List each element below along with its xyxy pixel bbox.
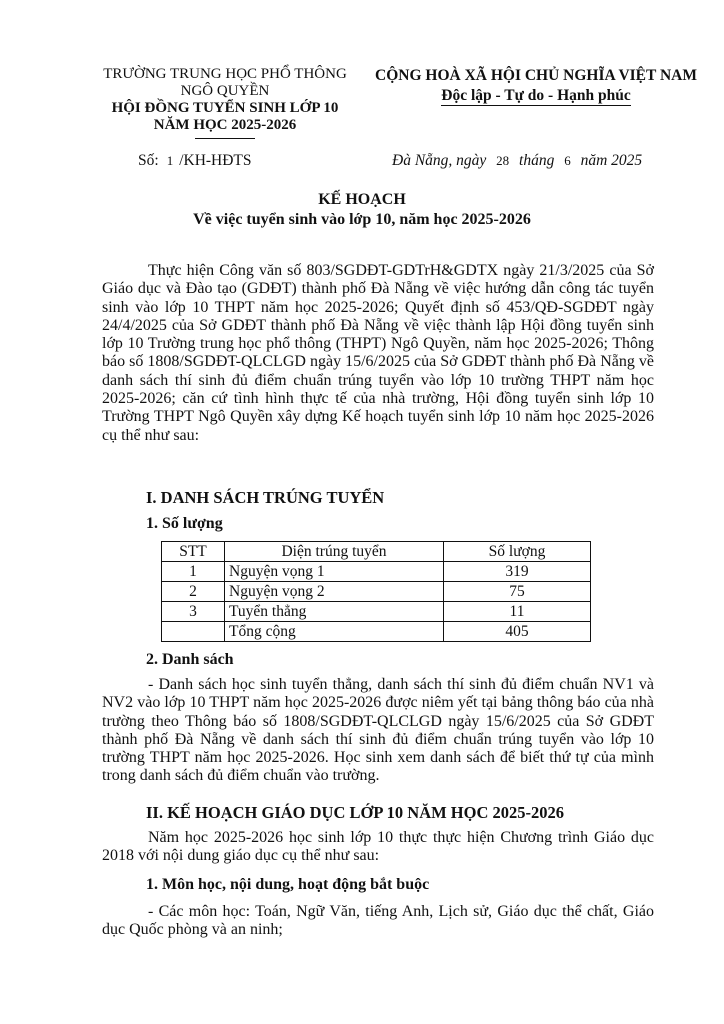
year-label: năm 2025 xyxy=(580,152,643,169)
place-date xyxy=(392,152,642,170)
list-block xyxy=(102,676,654,786)
national-header xyxy=(358,66,714,106)
row-stt: 1 xyxy=(162,562,225,582)
subjects-block xyxy=(102,903,654,940)
intro-block xyxy=(102,262,654,445)
row-stt xyxy=(162,622,225,642)
section-2-intro: Năm học 2025-2026 học sinh lớp 10 thực thực hiện Chương trình Giáo dục 2018 với nội dung giáo dục cụ thể như sau: xyxy=(102,829,654,865)
table-row xyxy=(162,602,591,622)
place-label: Đà Nẵng, ngày xyxy=(392,152,487,169)
row-category: Nguyện vọng 2 xyxy=(225,582,444,602)
school-name-line2: NGÔ QUYỀN xyxy=(180,83,270,99)
table-total-row xyxy=(162,622,591,642)
section-2-intro-block xyxy=(102,829,654,866)
national-motto: Độc lập - Tự do - Hạnh phúc xyxy=(441,87,631,104)
admission-table xyxy=(161,541,591,642)
section-1-sub2: 2. Danh sách xyxy=(146,651,234,668)
subjects-paragraph: - Các môn học: Toán, Ngữ Văn, tiếng Anh, Lịch sử, Giáo dục thể chất, Giáo dục Quốc phòng và an ninh; xyxy=(102,903,654,939)
section-2-heading: II. KẾ HOẠCH GIÁO DỤC LỚP 10 NĂM HỌC 2025-2026 xyxy=(146,803,565,822)
number-value: 1 xyxy=(166,153,174,168)
council-name: HỘI ĐỒNG TUYỂN SINH LỚP 10 xyxy=(111,100,339,116)
nation-name: CỘNG HOÀ XÃ HỘI CHỦ NGHĨA VIỆT NAM xyxy=(375,67,697,84)
row-stt: 3 xyxy=(162,602,225,622)
date-month: 6 xyxy=(564,153,571,168)
row-count: 319 xyxy=(444,562,591,582)
header-category: Diện trúng tuyển xyxy=(225,542,444,562)
table-row xyxy=(162,582,591,602)
school-year: NĂM HỌC 2025-2026 xyxy=(153,117,297,133)
month-label: tháng xyxy=(519,152,555,169)
document-number xyxy=(138,152,252,170)
header-stt: STT xyxy=(162,542,225,562)
school-name-line1: TRƯỜNG TRUNG HỌC PHỔ THÔNG xyxy=(103,66,347,82)
row-category: Tuyển thẳng xyxy=(225,602,444,622)
date-day: 28 xyxy=(496,153,510,168)
section-1-sub1: 1. Số lượng xyxy=(146,515,223,532)
table-header-row xyxy=(162,542,591,562)
row-count: 11 xyxy=(444,602,591,622)
section-2-sub1: 1. Môn học, nội dung, hoạt động bắt buộc xyxy=(146,876,430,893)
number-code: /KH-HĐTS xyxy=(179,152,252,169)
table-row xyxy=(162,562,591,582)
list-paragraph: - Danh sách học sinh tuyển thẳng, danh sách thí sinh đủ điểm chuẩn NV1 và NV2 vào lớp 10 THPT năm học 2025-2026 được niêm yết tại bảng thông báo của nhà trường theo Thông báo số 1808/SGDĐT-QLCLGD ngày 15/6/2025 của Sở GDĐT thành phố Đà Nẵng về danh sách thí sinh đủ điểm chuẩn trúng tuyển vào lớp 10 trường THPT năm học 2025-2026. Học sinh xem danh sách để biết thứ tự của mình trong danh sách đủ điểm chuẩn vào trường. xyxy=(102,676,654,785)
document-title xyxy=(0,190,724,230)
number-prefix: Số: xyxy=(138,152,159,169)
section-1-heading: I. DANH SÁCH TRÚNG TUYỂN xyxy=(146,488,385,507)
title-sub: Về việc tuyển sinh vào lớp 10, năm học 2025-2026 xyxy=(193,211,531,228)
title-main: KẾ HOẠCH xyxy=(318,191,406,208)
row-category: Tổng cộng xyxy=(225,622,444,642)
header-divider xyxy=(195,138,255,139)
organization-header xyxy=(70,66,380,139)
row-count: 405 xyxy=(444,622,591,642)
row-category: Nguyện vọng 1 xyxy=(225,562,444,582)
intro-paragraph: Thực hiện Công văn số 803/SGDĐT-GDTrH&GDTX ngày 21/3/2025 của Sở Giáo dục và Đào tạo (GDĐT) thành phố Đà Nẵng về việc hướng dẫn công tác tuyển sinh vào lớp 10 THPT năm học 2025-2026; Quyết định số 453/QĐ-SGDĐT ngày 24/4/2025 của Sở GDĐT thành phố Đà Nẵng về việc thành lập Hội đồng tuyển sinh lớp 10 Trường trung học phổ thông (THPT) Ngô Quyền, năm học 2025-2026; Thông báo số 1808/SGDĐT-QLCLGD ngày 15/6/2025 của Sở GDĐT thành phố Đà Nẵng về danh sách thí sinh đủ điểm chuẩn trúng tuyển vào lớp 10 trường THPT năm học 2025-2026; căn cứ tình hình thực tế của nhà trường, Hội đồng tuyển sinh lớp 10 Trường THPT Ngô Quyền xây dựng Kế hoạch tuyển sinh lớp 10 năm học 2025-2026 cụ thể như sau: xyxy=(102,262,654,444)
header-count: Số lượng xyxy=(444,542,591,562)
row-stt: 2 xyxy=(162,582,225,602)
row-count: 75 xyxy=(444,582,591,602)
